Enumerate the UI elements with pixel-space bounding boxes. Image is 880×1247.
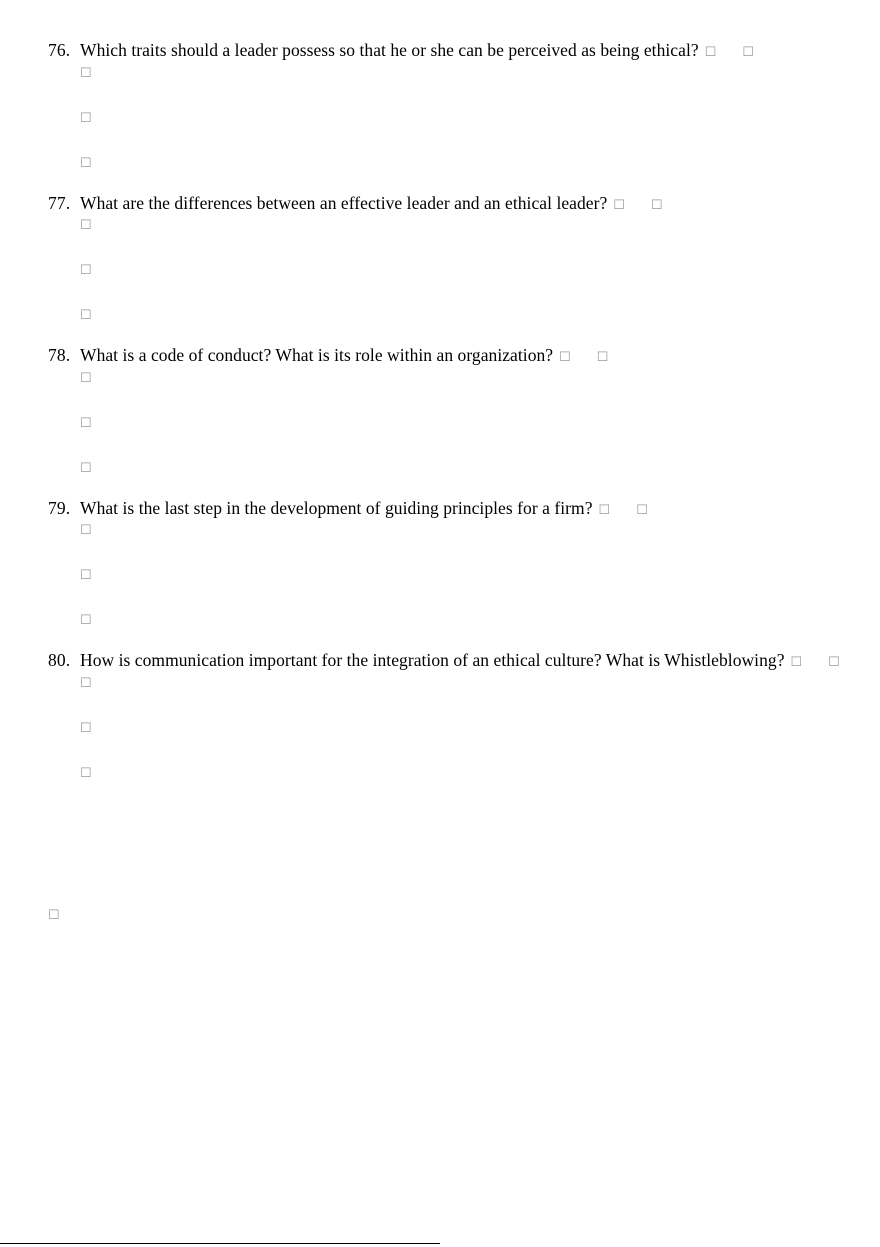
answer-line: [80, 670, 880, 715]
question-line: [0, 497, 880, 518]
answer-line: [80, 607, 880, 652]
question-line: [0, 652, 880, 670]
question-item: [0, 652, 880, 805]
empty-box-icon: ☐: [80, 674, 92, 690]
answer-line: [80, 365, 880, 410]
empty-box-icon: ☐: [790, 654, 803, 669]
empty-box-icon: ☐: [80, 262, 92, 277]
empty-box-icon: ☐: [80, 522, 92, 537]
empty-box-icon: ☐: [80, 567, 92, 582]
question-number: 79.: [48, 497, 71, 518]
empty-box-icon: ☐: [80, 109, 92, 125]
empty-box-icon: ☐: [742, 44, 754, 59]
question-text: How is communication important for the integration of an ethical culture? What is Whistleblowing?: [80, 650, 785, 670]
empty-box-icon: ☐: [80, 64, 92, 80]
question-number: 76.: [48, 40, 71, 60]
answer-line: [80, 212, 880, 257]
empty-box-icon: ☐: [80, 307, 92, 322]
answer-line: [80, 410, 880, 455]
empty-box-icon: ☐: [598, 501, 611, 517]
empty-box-icon: ☐: [80, 612, 92, 627]
empty-box-icon: ☐: [80, 369, 92, 385]
empty-box-icon: ☐: [828, 654, 840, 669]
answer-line: [80, 302, 880, 347]
empty-box-icon: ☐: [80, 217, 92, 232]
trailing-empty-box-icon: ☐: [48, 907, 60, 922]
answer-line: [80, 562, 880, 607]
question-text: Which traits should a leader possess so that he or she can be perceived as being ethical?: [80, 40, 699, 60]
empty-box-icon: ☐: [80, 764, 92, 780]
question-number: 77.: [48, 192, 71, 213]
answer-area: [0, 670, 880, 805]
answer-line: [80, 257, 880, 302]
answer-line: [80, 150, 880, 195]
empty-box-icon: ☐: [80, 459, 92, 475]
question-number: 80.: [48, 650, 71, 670]
question-item: [0, 347, 880, 500]
answer-area: [0, 365, 880, 500]
question-line: [0, 42, 880, 60]
question-list: [0, 42, 880, 805]
empty-box-icon: ☐: [636, 501, 648, 517]
empty-box-icon: ☐: [596, 349, 609, 364]
empty-box-icon: ☐: [80, 414, 92, 430]
answer-line: [80, 760, 880, 805]
answer-area: [0, 517, 880, 652]
question-number: 78.: [48, 345, 71, 365]
answer-line: [80, 715, 880, 760]
question-item: [0, 497, 880, 653]
empty-box-icon: ☐: [80, 719, 92, 735]
question-text: What is the last step in the development of guiding principles for a firm?: [80, 497, 593, 518]
question-line: [0, 192, 880, 213]
answer-area: [0, 60, 880, 195]
question-text: What are the differences between an effective leader and an ethical leader?: [80, 192, 608, 213]
empty-box-icon: ☐: [80, 154, 92, 170]
empty-box-icon: ☐: [650, 196, 663, 212]
answer-area: [0, 212, 880, 347]
empty-box-icon: ☐: [559, 349, 571, 364]
answer-line: [80, 455, 880, 500]
answer-line: [80, 105, 880, 150]
empty-box-icon: ☐: [613, 196, 625, 212]
question-text: What is a code of conduct? What is its role within an organization?: [80, 345, 554, 365]
answer-line: [80, 517, 880, 562]
question-item: [0, 42, 880, 195]
question-line: [0, 347, 880, 365]
answer-line: [80, 60, 880, 105]
footer-divider: [0, 1243, 440, 1244]
question-item: [0, 192, 880, 348]
empty-box-icon: ☐: [704, 44, 717, 59]
